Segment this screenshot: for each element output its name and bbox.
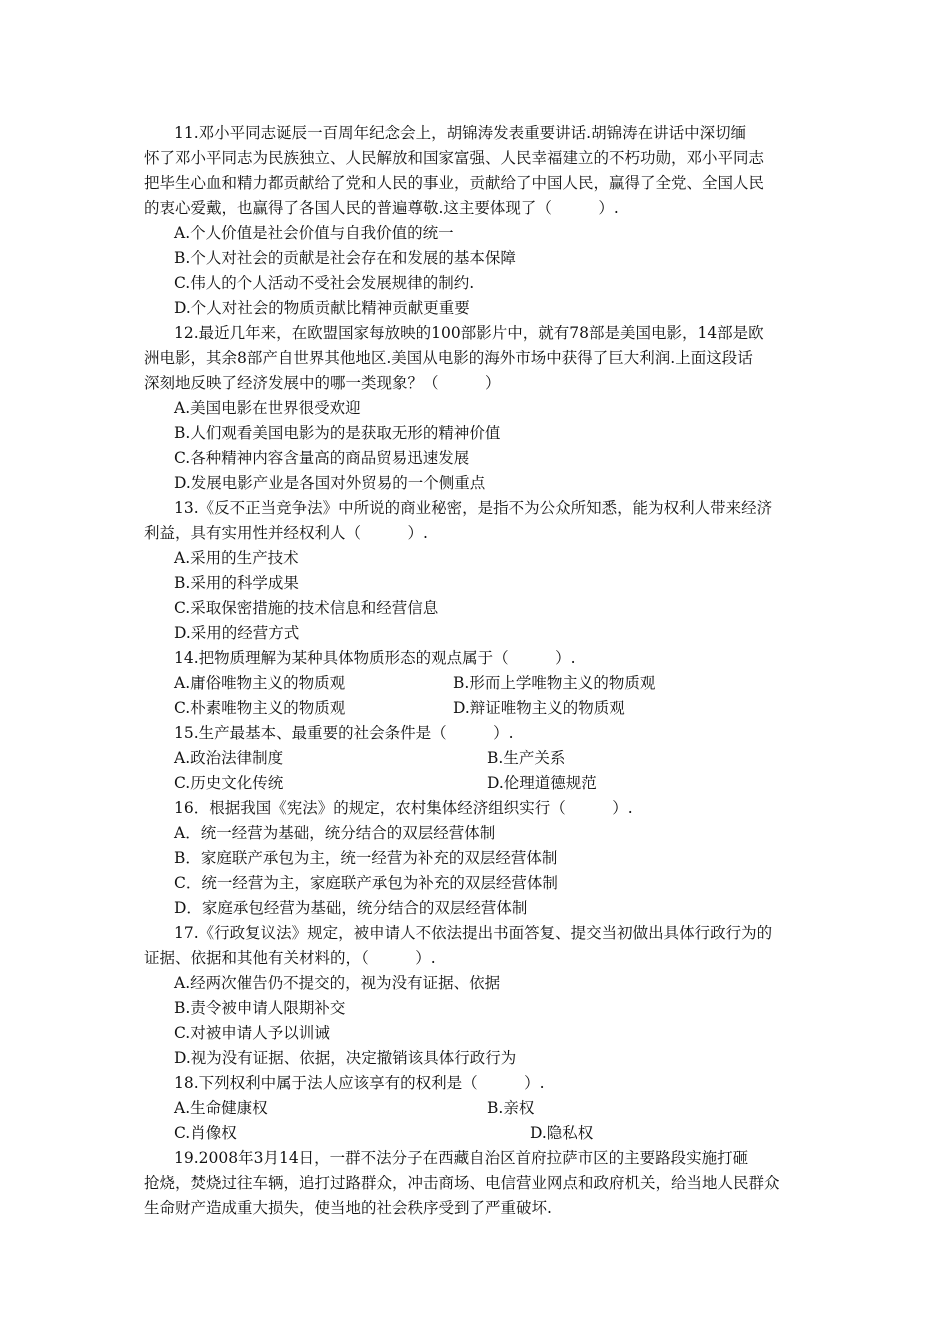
question-16-option-a: A．统一经营为基础，统分结合的双层经营体制 <box>174 824 496 842</box>
question-14-line-1: 14.把物质理解为某种具体物质形态的观点属于（ ）. <box>174 649 576 667</box>
question-13-option-a: A.采用的生产技术 <box>174 549 299 567</box>
question-16-option-d: D．家庭承包经营为基础，统分结合的双层经营体制 <box>174 899 528 917</box>
question-11-line-1: 11.邓小平同志诞辰一百周年纪念会上，胡锦涛发表重要讲话.胡锦涛在讲话中深切缅 <box>174 124 747 142</box>
question-11-line-2: 怀了邓小平同志为民族独立、人民解放和国家富强、人民幸福建立的不朽功勋，邓小平同志 <box>144 149 765 167</box>
question-13-line-1: 13.《反不正当竞争法》中所说的商业秘密，是指不为公众所知悉，能为权利人带来经济 <box>174 499 773 517</box>
question-15-line-1: 15.生产最基本、最重要的社会条件是（ ）. <box>174 724 514 742</box>
question-14-option-d: D.辩证唯物主义的物质观 <box>453 699 625 717</box>
question-17-option-a: A.经两次催告仍不提交的，视为没有证据、依据 <box>174 974 501 992</box>
question-13-option-c: C.采取保密措施的技术信息和经营信息 <box>174 599 439 617</box>
question-12-option-d: D.发展电影产业是各国对外贸易的一个侧重点 <box>174 474 486 492</box>
question-12-line-1: 12.最近几年来，在欧盟国家每放映的100部影片中，就有78部是美国电影，14部是欧 <box>174 324 764 342</box>
question-13-option-b: B.采用的科学成果 <box>174 574 299 592</box>
question-11-line-3: 把毕生心血和精力都贡献给了党和人民的事业，贡献给了中国人民，赢得了全党、全国人民 <box>144 174 765 192</box>
question-14-option-c: C.朴素唯物主义的物质观 <box>174 699 346 717</box>
question-11-option-d: D.个人对社会的物质贡献比精神贡献更重要 <box>174 299 470 317</box>
question-18-option-d: D.隐私权 <box>530 1124 594 1142</box>
question-13-option-d: D.采用的经营方式 <box>174 624 300 642</box>
question-14-option-b: B.形而上学唯物主义的物质观 <box>453 674 656 692</box>
question-19-line-2: 抢烧，焚烧过往车辆，追打过路群众，冲击商场、电信营业网点和政府机关，给当地人民群众 <box>144 1174 780 1192</box>
question-11-line-4: 的衷心爱戴，也赢得了各国人民的普遍尊敬.这主要体现了（ ）. <box>144 199 619 217</box>
question-18-line-1: 18.下列权利中属于法人应该享有的权利是（ ）. <box>174 1074 545 1092</box>
question-17-option-d: D.视为没有证据、依据，决定撤销该具体行政行为 <box>174 1049 517 1067</box>
question-12-option-a: A.美国电影在世界很受欢迎 <box>174 399 361 417</box>
question-18-option-b: B.亲权 <box>487 1099 535 1117</box>
question-12-line-2: 洲电影，其余8部产自世界其他地区.美国从电影的海外市场中获得了巨大利润.上面这段话 <box>144 349 753 367</box>
question-15-option-a: A.政治法律制度 <box>174 749 284 767</box>
question-16-option-c: C．统一经营为主，家庭联产承包为补充的双层经营体制 <box>174 874 558 892</box>
question-15-option-b: B.生产关系 <box>487 749 566 767</box>
question-14-option-a: A.庸俗唯物主义的物质观 <box>174 674 346 692</box>
question-13-line-2: 利益，具有实用性并经权利人（ ）. <box>144 524 428 542</box>
question-17-line-2: 证据、依据和其他有关材料的，（ ）. <box>144 949 436 967</box>
question-15-option-c: C.历史文化传统 <box>174 774 284 792</box>
question-17-option-c: C.对被申请人予以训诫 <box>174 1024 330 1042</box>
question-17-option-b: B.责令被申请人限期补交 <box>174 999 346 1017</box>
question-16-option-b: B．家庭联产承包为主，统一经营为补充的双层经营体制 <box>174 849 558 867</box>
question-12-option-c: C.各种精神内容含量高的商品贸易迅速发展 <box>174 449 470 467</box>
question-11-option-a: A.个人价值是社会价值与自我价值的统一 <box>174 224 454 242</box>
question-19-line-3: 生命财产造成重大损失，使当地的社会秩序受到了严重破坏. <box>144 1199 552 1217</box>
question-12-line-3: 深刻地反映了经济发展中的哪一类现象？（ ） <box>144 374 501 392</box>
question-16-line-1: 16．根据我国《宪法》的规定，农村集体经济组织实行（ ）. <box>174 799 633 817</box>
question-19-line-1: 19.2008年3月14日，一群不法分子在西藏自治区首府拉萨市区的主要路段实施打砸 <box>174 1149 749 1167</box>
question-18-option-a: A.生命健康权 <box>174 1099 268 1117</box>
question-18-option-c: C.肖像权 <box>174 1124 237 1142</box>
question-11-option-c: C.伟人的个人活动不受社会发展规律的制约. <box>174 274 475 292</box>
question-17-line-1: 17.《行政复议法》规定，被申请人不依法提出书面答复、提交当初做出具体行政行为的 <box>174 924 773 942</box>
question-12-option-b: B.人们观看美国电影为的是获取无形的精神价值 <box>174 424 501 442</box>
question-15-option-d: D.伦理道德规范 <box>487 774 597 792</box>
question-11-option-b: B.个人对社会的贡献是社会存在和发展的基本保障 <box>174 249 516 267</box>
